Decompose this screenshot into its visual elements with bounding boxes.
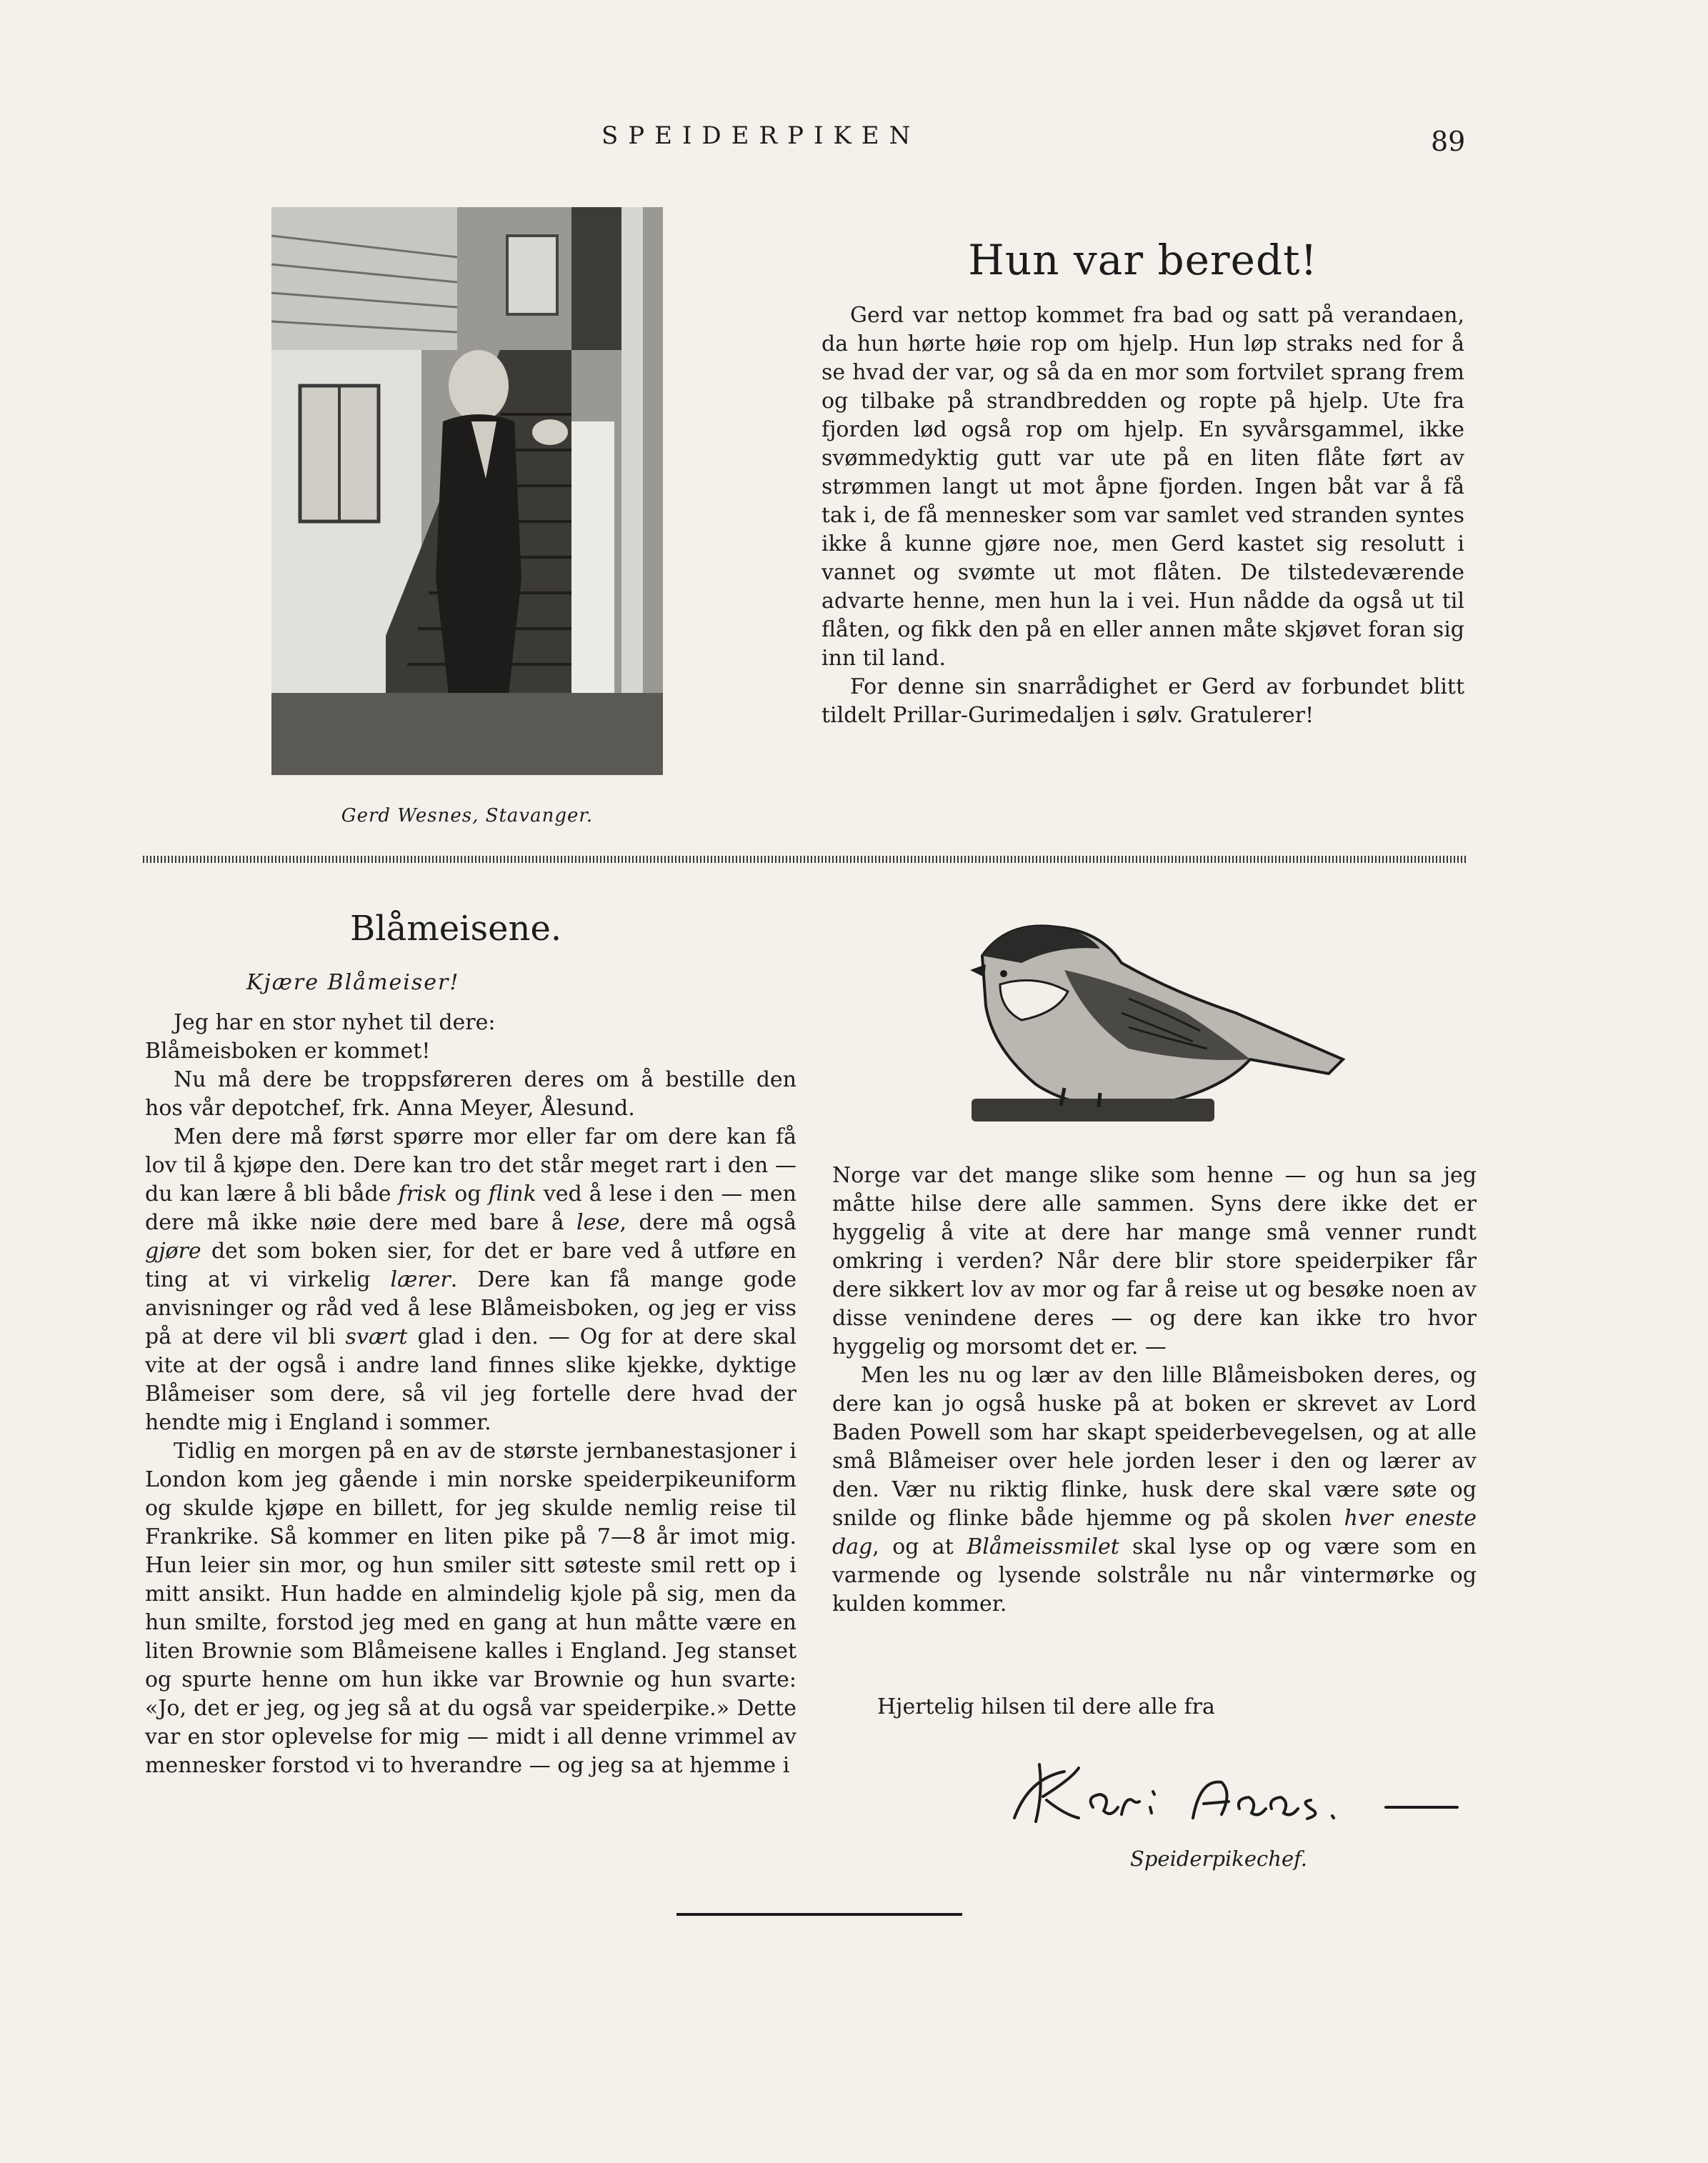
story-paragraph: Gerd var nettop kommet fra bad og satt på verandaen, da hun hørte høie rop om hjelp. Hun løp straks ned for å se hvad der var, og så da en mor som fortvilet sprang frem og tilbake på strandbredden og ropte på hjelp. Ute fra fjorden lød også rop om hjelp. En syvårsgammel, ikke svømmedyktig gutt var ute på en liten flåte ført av strømmen langt ut mot åpne fjorden. Ingen båt var å få tak i, de få mennesker som var samlet ved stranden syntes ikke å kunne gjøre noe, men Gerd kastet sig resolutt i vannet og svømte ut mot flåten. De tilstedeværende advarte henne, men hun la i vei. Hun nådde da også ut til flåten, og fikk den på en eller annen måte skjøvet foran sig inn til land.: [821, 303, 1464, 671]
signature-title: Speiderpikechef.: [1130, 1847, 1308, 1871]
letter-paragraph: Nu må dere be troppsføreren deres om å bestille den hos vår depotchef, frk. Anna Meyer, Ålesund.: [145, 1067, 796, 1121]
story-column: [821, 301, 1464, 730]
letter-left-column: [145, 1009, 796, 1780]
section-divider: [143, 856, 1466, 863]
letter-paragraph: Men les nu og lær av den lille Blåmeisboken deres, og dere kan jo også huske på at boken er skrevet av Lord Baden Powell som har skapt speiderbevegelsen, og at alle små Blåmeiser over hele jorden leser i den og lærer av den. Vær nu riktig flinke, husk dere skal være søte og snilde og flinke både hjemme og på skolen hver eneste dag, og at Blåmeissmilet skal lyse op og være som en varmende og lysende solstråle nu når vintermørke og kulden kommer.: [832, 1363, 1477, 1617]
letter-closing: Hjertelig hilsen til dere alle fra: [877, 1694, 1215, 1719]
letter-paragraph: Men dere må først spørre mor eller far om dere kan få lov til å kjøpe den. Dere kan tro det står meget rart i den — du kan lære å bli både frisk og flink ved å lese i den — men dere må ikke nøie dere med bare å lese, dere må også gjøre det som boken sier, for det er bare ved å utføre en ting at vi virkelig lærer. Dere kan få mange gode anvisninger og råd ved å lese Blåmeisboken, og jeg er viss på at dere vil bli svært glad i den. — Og for at dere skal vite at der også i andre land finnes slike kjekke, dyktige Blåmeiser som dere, så vil jeg fortelle dere hvad der hendte mig i England i sommer.: [145, 1124, 797, 1435]
portrait-photo: [271, 207, 663, 775]
running-head: SPEIDERPIKEN: [601, 121, 921, 150]
letter-paragraph: Tidlig en morgen på en av de største jernbanestasjoner i London kom jeg gående i min norske speiderpikeuniform og skulde kjøpe en billett, for jeg skulde nemlig reise til Frankrike. Så kommer en liten pike på 7—8 år imot mig. Hun leier sin mor, og hun smiler sitt søteste smil rett op i mitt ansikt. Hun hadde en almindelig kjole på sig, men da hun smilte, forstod jeg med en gang at hun måtte være en liten Brownie som Blåmeisene kalles i England. Jeg stanset og spurte henne om hun ikke var Brownie og hun svarte: «Jo, det er jeg, og jeg så at du også var speiderpike.» Dette var en stor oplevelse for mig — midt i all denne vrimmel av mennesker forstod vi to hverandre — og jeg sa at hjemme i: [145, 1439, 796, 1778]
story-headline: Hun var beredt!: [968, 236, 1318, 284]
letter-salutation: Kjære Blåmeiser!: [246, 970, 460, 995]
letter-title: Blåmeisene.: [350, 909, 562, 949]
page-number: 89: [1431, 126, 1466, 157]
story-paragraph: For denne sin snarrådighet er Gerd av forbundet blitt tildelt Prillar-Gurimedaljen i sølv. Gratulerer!: [821, 674, 1464, 728]
bluetit-illustration: [914, 906, 1372, 1152]
bottom-rule: [676, 1913, 962, 1916]
letter-paragraph: Norge var det mange slike som henne — og hun sa jeg måtte hilse dere alle sammen. Syns dere ikke det er hyggelig å vite at dere har mange små venner rundt omkring i verden? Når dere blir store speiderpiker får dere sikkert lov av mor og far å reise ut og besøke noen av disse venindene deres — og dere kan ikke tro hvor hyggelig og morsomt det er. —: [832, 1163, 1477, 1359]
handwritten-signature: [986, 1750, 1486, 1836]
letter-paragraph: Jeg har en stor nyhet til dere:: [174, 1010, 496, 1035]
letter-paragraph: Blåmeisboken er kommet!: [145, 1039, 431, 1064]
letter-right-column: [832, 1162, 1477, 1619]
photo-caption: Gerd Wesnes, Stavanger.: [341, 805, 594, 826]
